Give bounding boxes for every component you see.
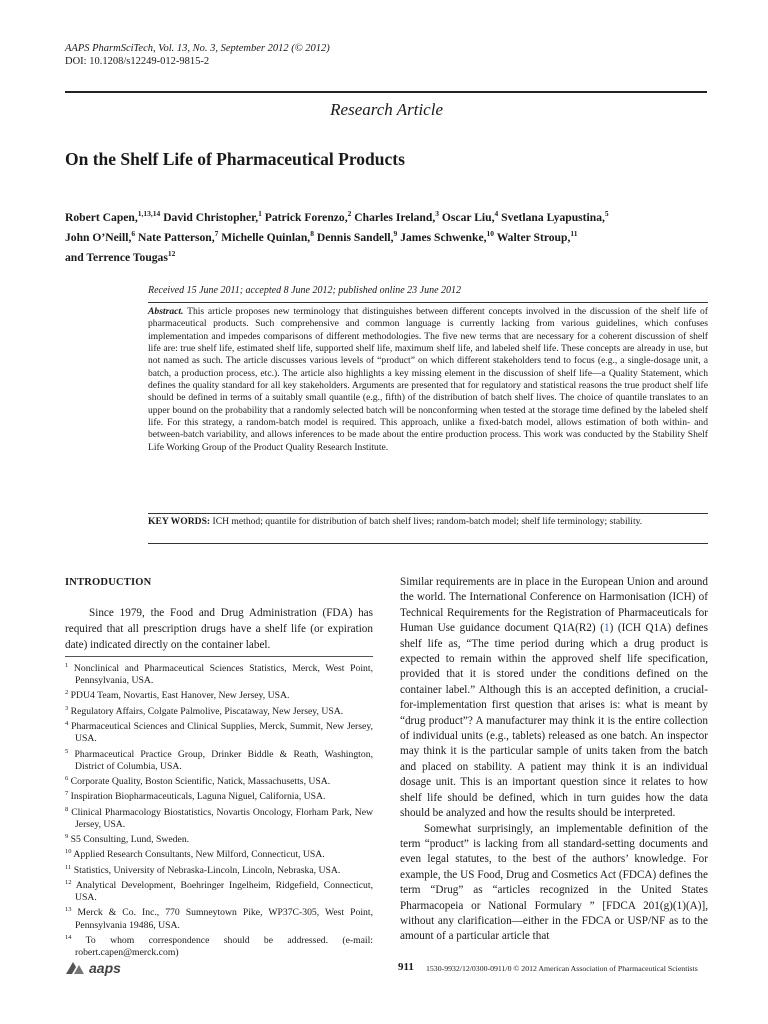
author-affiliation-mark: 1 xyxy=(258,209,262,218)
footnote-text: To whom correspondence should be addressed. (e-mail: robert.capen@merck.com) xyxy=(71,935,373,959)
footnote-number: 3 xyxy=(65,704,69,712)
keywords-text: ICH method; quantile for distribution of batch shelf lives; random-batch model; shelf life terminology; stability. xyxy=(212,516,643,527)
author-name: Nate Patterson, xyxy=(138,230,215,244)
keywords-bottom-rule xyxy=(148,543,708,544)
author-affiliation-mark: 9 xyxy=(393,228,398,238)
right-paragraph-2: Somewhat surprisingly, an implementable definition of the term “product” is lacking from all standard-setting documents and even legal statutes, to the best of the authors’ knowledge. For example, the US Food, Drug and Cosmetics Act (FDCA) defines the term “Drug” as “articles recognized in the United States Pharmacopeia or National Formulary ” [FDCA 201(g)(1)(A)], without any clarification—either in the FDCA or USP/NF as to the amount of a particular article that xyxy=(400,822,708,943)
author-affiliation-mark: 4 xyxy=(494,209,499,218)
footnote xyxy=(65,788,373,803)
footnote-text: Clinical Pharmacology Biostatistics, Novartis Oncology, Florham Park, New Jersey, USA. xyxy=(68,806,373,830)
footnote-text: Applied Research Consultants, New Milford, Connecticut, USA. xyxy=(71,849,325,861)
footnote-text: Pharmaceutical Sciences and Clinical Supplies, Merck, Summit, New Jersey, USA. xyxy=(68,721,373,745)
author-name: Walter Stroup, xyxy=(496,230,571,244)
author-affiliation-mark: 1,13,14 xyxy=(137,209,161,218)
footnote-number: 4 xyxy=(65,720,69,728)
abstract-label: Abstract. xyxy=(148,306,184,317)
footnote xyxy=(65,932,373,959)
footnote xyxy=(65,804,373,831)
footnote-number: 9 xyxy=(65,833,69,840)
page-number: 911 xyxy=(398,961,414,973)
abstract-text: This article proposes new terminology that distinguishes between different concepts involved in the discussion of the shelf life of pharmaceutical products. Such comprehensive and common language is currently lacking from various guidelines, which confuses implementation and impedes comparisons of different methodologies. The five new terms that are necessary for a coherent discussion of shelf life are: true shelf life, estimated shelf life, supported shelf life, maximum shelf life, and labeled shelf life. These concepts are already in use, but not named as such. The article discusses various levels of “product” on which different stakeholders tend to focus (e.g., a single-dosage unit, a batch, a production process, etc.). The article also highlights a key missing element in the discussion of shelf life—a Quality Statement, which defines the quality standard for all key stakeholders. Arguments are presented that for regulatory and statistical reasons the true product shelf life should be defined in terms of a suitably small quantile (e.g., fifth) of the distribution of batch shelf lives. The choice of quantile translates to an upper bound on the probability that a randomly selected batch will be nonconforming when tested at the storage time defined by the labeled shelf life. For this strategy, a random-batch model is required. This approach, unlike a fixed-batch model, allows estimation of both within- and between-batch variability, and allows inferences to be made about the entire production process. This work was conducted by the Stability Shelf Life Working Group of the Product Quality Research Institute. xyxy=(148,306,708,453)
author-name: John O’Neill, xyxy=(65,230,132,244)
p1-text-b: ) (ICH Q1A) defines shelf life as, “The time period during which a drug product is expected to remain within the approved shelf life specification, provided that it is stored under the conditions defined on the container label.” Although this is an accepted definition, a crucial-for-implementation first question that arises is: what is meant by “drug product”? A manufacturer may think it is the entire collection of individual units (e.g., tablets) released as one batch. An inspector may think it is the particular sample of units taken from the batch and placed on stability. A patient may think it is an individual dosage unit. This is an important question since it relates to how shelf life should be defined, which in turn guides how the data should be analyzed and how the results should be interpreted. xyxy=(400,622,708,820)
footnote-text: Corporate Quality, Boston Scientific, Natick, Massachusetts, USA. xyxy=(68,776,331,788)
author-affiliation-mark: 6 xyxy=(131,228,136,238)
abstract-rule xyxy=(148,302,708,303)
received-dates: Received 15 June 2011; accepted 8 June 2012; published online 23 June 2012 xyxy=(148,285,462,296)
author-affiliation-mark: 10 xyxy=(486,228,494,238)
author-name: and Terrence Tougas xyxy=(65,250,168,264)
aaps-logo-icon xyxy=(65,961,85,975)
author-affiliation-mark: 8 xyxy=(310,228,314,238)
footnotes xyxy=(65,660,373,959)
footnote-number: 2 xyxy=(65,689,69,697)
author-name: Svetlana Lyapustina, xyxy=(501,210,605,224)
footnote-number: 8 xyxy=(65,805,69,813)
author-affiliation-mark: 2 xyxy=(347,209,352,218)
keywords xyxy=(148,516,708,529)
journal-citation: AAPS PharmSciTech, Vol. 13, No. 3, September 2012 (© 2012) xyxy=(65,43,330,54)
footnote xyxy=(65,831,373,846)
footnote-number: 1 xyxy=(65,662,69,669)
reference-link[interactable]: 1 xyxy=(603,622,610,635)
author-name: Oscar Liu, xyxy=(441,210,495,224)
author-affiliation-mark: 11 xyxy=(570,228,578,238)
footnote xyxy=(65,746,373,773)
author-name: David Christopher, xyxy=(163,210,259,224)
abstract xyxy=(148,306,708,454)
footnote-text: Pharmaceutical Practice Group, Drinker Biddle & Reath, Washington, District of Columbia, USA. xyxy=(68,748,373,772)
author-name: Michelle Quinlan, xyxy=(221,230,311,244)
author-name: Patrick Forenzo, xyxy=(264,210,348,224)
author-name: James Schwenke, xyxy=(400,230,487,244)
author-affiliation-mark: 7 xyxy=(214,228,219,238)
footnote xyxy=(65,703,373,718)
author-affiliation-mark: 3 xyxy=(435,209,439,218)
footnote-text: PDU4 Team, Novartis, East Hanover, New Jersey, USA. xyxy=(68,690,290,702)
footnote xyxy=(65,773,373,788)
footnote xyxy=(65,687,373,702)
intro-paragraph: Since 1979, the Food and Drug Administration (FDA) has required that all prescription drugs have a shelf life (or expiration date) indicated directly on the container label. xyxy=(65,607,373,651)
author-name: Dennis Sandell, xyxy=(316,230,394,244)
author-affiliation-mark: 12 xyxy=(167,248,176,258)
author-name: Robert Capen, xyxy=(65,210,138,224)
issn-copyright: 1530-9932/12/0300-0911/0 © 2012 American Association of Pharmaceutical Scientists xyxy=(426,964,698,973)
p1-text-a: Similar requirements are in place in the European Union and around the world. The International Conference on Harmonisation (ICH) of Technical Requirements for the Registration of Pharmaceuticals for Human Use guidance document Q1A(R2) ( xyxy=(400,576,708,635)
footnote-text: Statistics, University of Nebraska-Lincoln, Lincoln, Nebraska, USA. xyxy=(71,864,341,876)
author-list xyxy=(65,206,705,266)
author-name: Charles Ireland, xyxy=(354,210,436,224)
footnote-number: 11 xyxy=(65,863,72,871)
footnote-text: Regulatory Affairs, Colgate Palmolive, Piscataway, New Jersey, USA. xyxy=(68,705,344,717)
aaps-logo xyxy=(65,960,121,976)
footnote xyxy=(65,877,373,904)
footnote-rule xyxy=(65,656,373,657)
footnote xyxy=(65,904,373,931)
keywords-label: KEY WORDS: xyxy=(148,516,211,527)
author-affiliation-mark: 5 xyxy=(604,209,609,218)
footnote-number: 12 xyxy=(65,878,72,886)
footnote-text: S5 Consulting, Lund, Sweden. xyxy=(68,834,190,846)
right-paragraph-1 xyxy=(400,575,708,822)
footnote-text: Inspiration Biopharmaceuticals, Laguna Niguel, California, USA. xyxy=(68,791,326,803)
right-column xyxy=(400,575,708,945)
footnote xyxy=(65,660,373,687)
footnote xyxy=(65,862,373,877)
footnote xyxy=(65,718,373,745)
keywords-rule xyxy=(148,513,708,514)
doi: DOI: 10.1208/s12249-012-9815-2 xyxy=(65,56,210,67)
footnote xyxy=(65,846,373,861)
footnote-text: Merck & Co. Inc., 770 Sumneytown Pike, WP37C-305, West Point, Pennsylvania 19486, USA. xyxy=(71,907,373,931)
section-heading-introduction: INTRODUCTION xyxy=(65,577,152,588)
header-rule xyxy=(65,91,707,93)
footnote-number: 10 xyxy=(65,848,72,856)
aaps-logo-text: aaps xyxy=(89,960,121,976)
footnote-number: 14 xyxy=(65,933,72,941)
footnote-number: 6 xyxy=(65,774,69,782)
footnote-number: 5 xyxy=(65,747,69,755)
section-type: Research Article xyxy=(330,100,443,119)
footnote-number: 7 xyxy=(65,790,69,798)
article-title: On the Shelf Life of Pharmaceutical Products xyxy=(65,149,405,169)
footnote-text: Analytical Development, Boehringer Ingelheim, Ridgefield, Connecticut, USA. xyxy=(71,880,373,904)
footnote-text: Nonclinical and Pharmaceutical Sciences Statistics, Merck, West Point, Pennsylvania, USA. xyxy=(68,663,373,687)
footnote-number: 13 xyxy=(65,906,72,914)
